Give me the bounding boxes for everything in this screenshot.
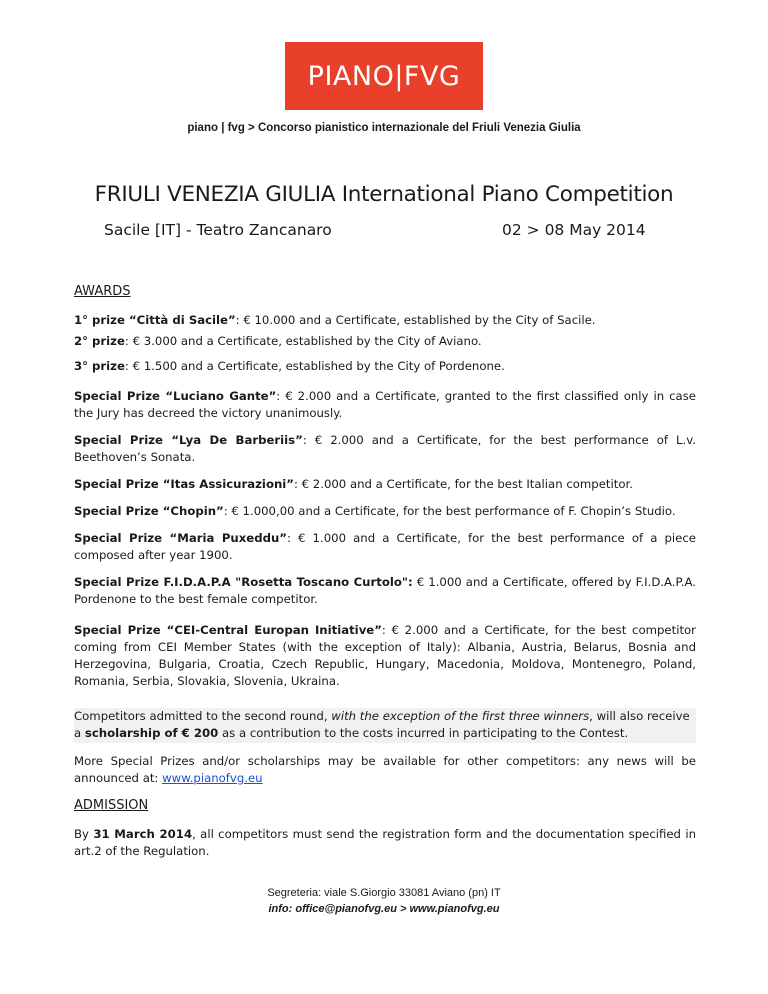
award-label: Special Prize “Lya De Barberiis” [74, 433, 303, 447]
admission-prefix: By [74, 827, 94, 841]
main-content [74, 283, 696, 870]
award-item [74, 432, 696, 466]
award-label: Special Prize F.I.D.A.P.A "Rosetta Toscano Curtolo": [74, 575, 413, 589]
logo-text: PIANO|FVG [307, 60, 461, 92]
scholarship-exception: with the exception of the first three winners [331, 709, 590, 723]
award-item [74, 476, 696, 493]
more-prizes-text: More Special Prizes and/or scholarships may be available for other competitors: any news will be announced at: [74, 754, 696, 785]
award-label: Special Prize “Chopin” [74, 504, 224, 518]
tagline: piano | fvg > Concorso pianistico internazionale del Friuli Venezia Giulia [187, 122, 581, 134]
award-text: : € 1.500 and a Certificate, established by the City of Pordenone. [124, 359, 505, 373]
award-text: : € 1.000,00 and a Certificate, for the best performance of F. Chopin’s Studio. [223, 504, 676, 518]
scholarship-text: , will also receive a [74, 709, 690, 740]
award-label: 3° prize [74, 359, 125, 373]
footer [0, 885, 768, 917]
event-dates: 02 > 08 May 2014 [502, 221, 646, 239]
footer-contact: info: office@pianofvg.eu > www.pianofvg.eu [268, 903, 500, 915]
award-item [74, 574, 696, 608]
scholarship-amount: scholarship of € 200 [84, 726, 219, 740]
award-text: € 1.000 and a Certificate, offered by F.I.D.A.P.A. Pordenone to the best female competitor. [74, 575, 696, 606]
award-label: Special Prize “Maria Puxeddu” [74, 531, 287, 545]
admission-body: , all competitors must send the registration form and the documentation specified in art.2 of the Regulation. [74, 827, 696, 858]
award-item [74, 388, 696, 422]
award-text: : € 2.000 and a Certificate, for the best Italian competitor. [293, 477, 633, 491]
award-text: : € 1.000 and a Certificate, for the best performance of a piece composed after year 1900. [74, 531, 696, 562]
scholarship-text: as a contribution to the costs incurred in participating to the Contest. [218, 726, 629, 740]
venue: Sacile [IT] - Teatro Zancanaro [104, 221, 332, 239]
scholarship-note [74, 708, 696, 743]
awards-heading: AWARDS [74, 284, 131, 299]
award-item [74, 358, 696, 375]
award-label: Special Prize “Itas Assicurazioni” [74, 477, 294, 491]
award-text: : € 3.000 and a Certificate, established by the City of Aviano. [124, 334, 482, 348]
award-label: 2° prize [74, 334, 125, 348]
award-label: 1° prize “Città di Sacile” [74, 313, 236, 327]
admission-text [74, 826, 696, 860]
scholarship-text: Competitors admitted to the second round, [74, 709, 332, 723]
award-item [74, 530, 696, 564]
pianofvg-logo [285, 42, 483, 110]
award-text: : € 2.000 and a Certificate, for the best competitor coming from CEI Member States (with the exception of Italy): Albania, Austria, Belarus, Bosnia and Herzegovina, Bulgaria, Croatia, Czech Republic, Hungary, Macedonia, Moldova, Montenegro, Poland, Romania, Serbia, Slovakia, Slovenia, Ukraina. [74, 623, 696, 688]
website-link[interactable]: www.pianofvg.eu [162, 771, 263, 785]
award-text: : € 10.000 and a Certificate, established by the City of Sacile. [235, 313, 596, 327]
award-text: : € 2.000 and a Certificate, for the best performance of L.v. Beethoven’s Sonata. [74, 433, 696, 464]
award-item [74, 312, 696, 329]
award-text: : € 2.000 and a Certificate, granted to the first classified only in case the Jury has decreed the victory unanimously. [74, 389, 696, 420]
award-item [74, 503, 696, 520]
award-label: Special Prize “Luciano Gante” [74, 389, 277, 403]
admission-deadline: 31 March 2014 [93, 827, 193, 841]
award-item [74, 622, 696, 690]
award-item [74, 333, 696, 350]
page-title: FRIULI VENEZIA GIULIA International Piano Competition [94, 182, 674, 207]
award-label: Special Prize “CEI-Central Europan Initiative” [74, 623, 382, 637]
more-prizes-note [74, 753, 696, 787]
admission-heading: ADMISSION [74, 798, 149, 813]
footer-address: Segreteria: viale S.Giorgio 33081 Aviano (pn) IT [267, 887, 501, 899]
